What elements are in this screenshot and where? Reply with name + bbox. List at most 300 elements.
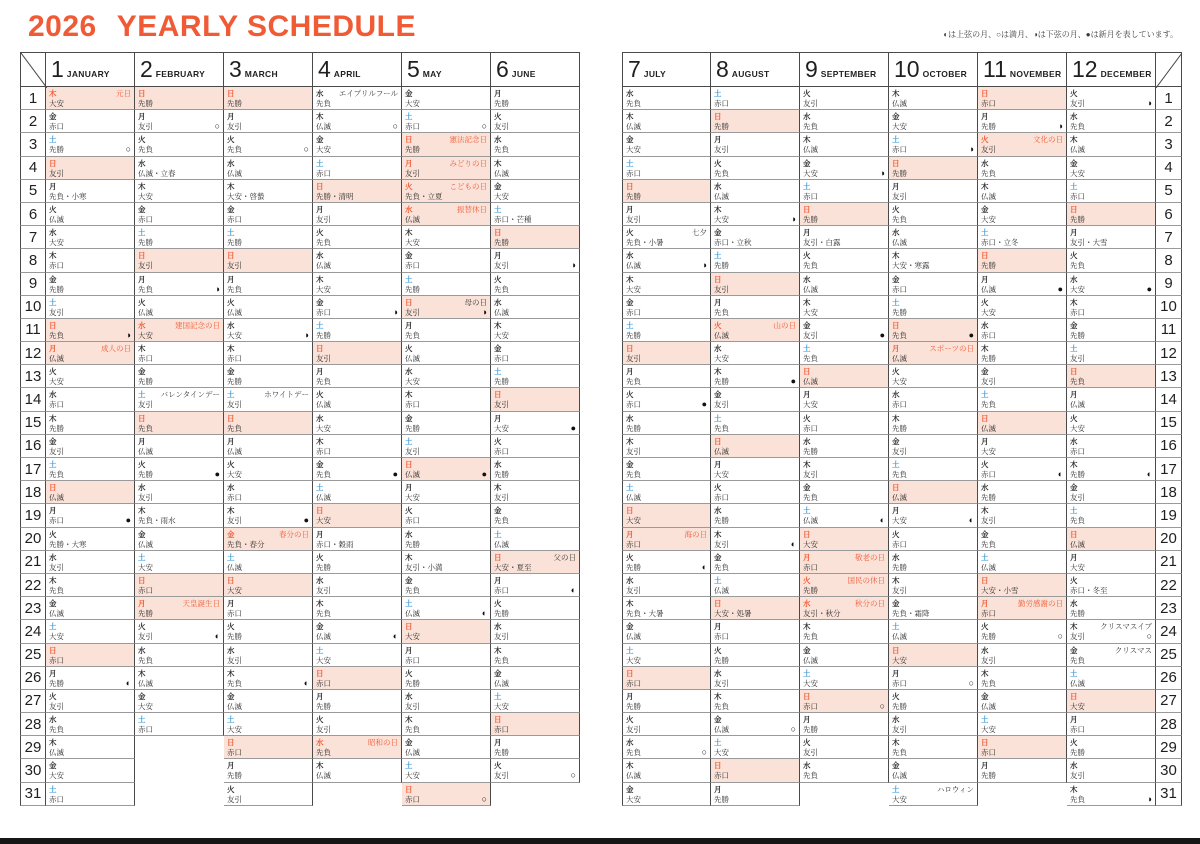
day-cell-line1 [626,437,707,447]
day-cell-line1 [405,738,487,748]
weekday-kanji: 木 [892,413,900,423]
day-cell-line2 [803,122,885,132]
weekday-kanji: 土 [714,575,722,585]
rokuyo-label: 先勝 [981,632,996,642]
weekday-kanji: 月 [316,691,324,701]
day-cell-line2 [981,400,1063,410]
rokuyo-label: 赤口 [1070,725,1085,735]
day-cell-1-6 [46,203,135,226]
day-cell-5-8 [402,249,491,272]
day-cell-9-17 [800,458,889,481]
day-cell-line2 [626,656,707,666]
rokuyo-label: 仏滅 [494,539,509,549]
weekday-kanji: 水 [714,181,722,191]
day-cell-line1 [316,298,398,308]
day-cell-line2 [227,400,309,410]
new-moon-icon: ● [392,469,398,479]
weekday-kanji: 金 [626,135,634,145]
day-cell-line2 [316,99,398,109]
rokuyo-label: 大安 [803,307,818,317]
day-cell-8-31 [711,783,800,806]
day-cell-10-7 [889,226,978,249]
day-number: 9 [20,273,46,296]
rokuyo-label: 先勝 [626,191,641,201]
rokuyo-label: 先勝 [981,354,996,364]
day-cell-12-15 [1067,412,1156,435]
rokuyo-label: 大安 [1070,284,1085,294]
day-cell-11-30 [978,759,1067,782]
day-cell-line1 [981,692,1063,702]
day-number: 24 [1156,620,1182,643]
rokuyo-label: 先勝 [1070,470,1085,479]
day-cell-line1 [49,275,131,285]
day-cell-12-30 [1067,759,1156,782]
day-cell-line2 [49,122,131,132]
rokuyo-label: 先勝・大寒 [49,539,87,549]
day-cell-line1 [892,622,974,632]
day-cell-line1 [1070,530,1152,540]
rokuyo-label: 友引 [626,354,641,364]
day-cell-line2 [405,632,487,642]
day-cell-4-12 [313,342,402,365]
weekday-kanji: 水 [138,158,146,168]
day-cell-line2 [49,192,131,202]
day-cell-11-19 [978,504,1067,527]
rokuyo-label: 赤口 [803,191,818,201]
weekday-kanji: 日 [316,181,324,191]
rokuyo-label: 赤口 [626,400,641,410]
weekday-kanji: 木 [626,436,634,446]
day-cell-line2 [981,238,1063,248]
weekday-kanji: 金 [892,436,900,446]
rokuyo-label: 先勝 [227,771,242,781]
day-cell-line1 [227,159,309,169]
rokuyo-label: 先勝 [626,701,641,711]
rokuyo-label: 大安 [405,377,420,387]
rokuyo-label: 仏滅 [405,214,420,224]
day-cell-11-20 [978,528,1067,551]
weekday-kanji: 日 [405,460,413,469]
weekday-kanji: 金 [714,228,722,238]
day-number: 14 [1156,388,1182,411]
rokuyo-label: 赤口 [494,585,509,595]
day-number: 25 [20,644,46,667]
day-cell-line2 [981,586,1063,596]
rokuyo-label: 仏滅 [626,771,641,781]
month-number: 5 [407,56,420,82]
weekday-kanji: 金 [494,344,502,354]
day-cell-line1 [714,275,796,285]
rokuyo-label: 先勝 [892,562,907,572]
rokuyo-label: 赤口 [714,493,729,503]
day-cell-line2 [227,725,309,735]
rokuyo-label: 仏滅 [227,168,242,178]
day-number: 20 [20,528,46,551]
weekday-kanji: 土 [49,622,57,632]
weekday-kanji: 土 [405,599,413,609]
holiday-label: バレンタインデー [160,390,220,400]
first-quarter-icon: ◐ [1057,469,1063,479]
weekday-kanji: 土 [1070,668,1078,678]
day-cell-line1 [981,414,1063,424]
month-header-april [313,52,402,87]
day-cell-line2 [1070,145,1152,155]
weekday-kanji: 土 [316,645,324,655]
day-cell-line1 [803,715,885,725]
day-cell-line2 [227,540,309,550]
weekday-kanji: 火 [981,460,989,469]
weekday-kanji: 水 [405,204,413,214]
day-cell-8-11 [711,319,800,342]
day-cell-line2 [714,192,796,202]
day-cell-line1 [49,135,131,145]
rokuyo-label: 先勝 [227,632,242,642]
day-cell-line2 [227,354,309,364]
rokuyo-label: 先勝 [227,99,242,108]
day-cell-8-21 [711,551,800,574]
day-cell-11-21 [978,551,1067,574]
day-cell-line2 [316,261,398,271]
weekday-kanji: 水 [405,367,413,377]
day-cell-4-18 [313,481,402,504]
rokuyo-label: 先勝 [138,238,153,248]
day-cell-line2 [626,540,707,550]
day-cell-7-20 [622,528,711,551]
day-cell-line1 [227,715,309,725]
title-text: YEARLY SCHEDULE [116,10,416,43]
day-cell-line2 [1070,540,1152,550]
rokuyo-label: 先勝 [227,238,242,248]
day-cell-8-9 [711,273,800,296]
weekday-kanji: 水 [626,89,634,98]
day-cell-2-21 [135,551,224,574]
day-cell-line1 [626,506,707,516]
day-cell-line1 [892,112,974,122]
day-cell-11-7 [978,226,1067,249]
day-cell-1-10 [46,296,135,319]
weekday-kanji: 木 [626,112,634,122]
rokuyo-label: 赤口・穀雨 [316,539,354,549]
weekday-kanji: 土 [49,460,57,469]
rokuyo-label: 先負 [316,238,331,248]
rokuyo-label: 先負 [626,748,641,758]
weekday-kanji: 月 [1070,715,1078,725]
full-moon-icon: ○ [1057,631,1063,642]
day-cell-line1 [714,506,796,516]
rokuyo-label: 赤口 [981,330,996,340]
day-cell-6-21 [491,551,580,574]
rokuyo-label: 先負 [803,122,818,132]
day-cell-8-30 [711,759,800,782]
day-number: 22 [20,574,46,597]
day-cell-1-8 [46,249,135,272]
weekday-kanji: 火 [1070,251,1078,261]
rokuyo-label: 先負 [892,470,907,479]
day-cell-line2 [803,261,885,271]
day-cell-line2 [892,215,974,225]
day-cell-12-2 [1067,110,1156,133]
day-cell-line2 [494,540,576,550]
rokuyo-label: 先勝 [1070,330,1085,340]
day-cell-2-23 [135,597,224,620]
rokuyo-label: 仏滅 [714,725,729,735]
day-number: 30 [20,759,46,782]
day-cell-9-26 [800,667,889,690]
day-cell-line2 [714,261,796,271]
day-cell-line2 [714,470,796,480]
holiday-label: こどもの日 [449,181,487,191]
day-cell-line1 [138,251,220,261]
day-cell-line1 [714,112,796,122]
day-cell-line1 [892,599,974,609]
rokuyo-label: 先負 [49,585,64,595]
day-cell-4-3 [313,133,402,156]
new-moon-icon: ● [570,422,576,433]
day-number: 12 [1156,342,1182,365]
weekday-kanji: 火 [626,390,634,400]
weekday-kanji: 日 [227,413,235,423]
day-cell-line2 [227,308,309,318]
rokuyo-label: 大安 [49,771,64,781]
rokuyo-label: 大安 [714,470,729,479]
day-cell-line1 [227,437,309,447]
day-cell-7-21 [622,551,711,574]
day-cell-9-5 [800,180,889,203]
day-cell-4-7 [313,226,402,249]
weekday-kanji: 木 [803,460,811,469]
day-cell-10-12 [889,342,978,365]
day-cell-line1 [49,553,131,563]
day-cell-line2 [892,377,974,387]
month-column-october [889,52,978,806]
last-quarter-icon: ◑ [968,144,974,155]
day-cell-line2 [803,725,885,735]
day-cell-line2 [1070,795,1152,805]
day-cell-2-3 [135,133,224,156]
weekday-kanji: 金 [49,761,57,771]
rokuyo-label: 大安 [1070,562,1085,572]
weekday-kanji: 水 [1070,274,1078,284]
diagonal-line [21,53,47,88]
day-cell-8-6 [711,203,800,226]
day-cell-line2 [981,470,1063,480]
day-cell-line1 [227,367,309,377]
rokuyo-label: 友引 [316,585,331,595]
day-cell-4-24 [313,620,402,643]
day-cell-line1 [626,414,707,424]
day-cell-line2 [316,447,398,457]
rokuyo-label: 先勝 [138,609,153,619]
rokuyo-label: 赤口 [405,261,420,271]
weekday-kanji: 日 [494,715,502,725]
day-cell-line1 [49,228,131,238]
day-cell-line2 [1070,331,1152,341]
day-cell-line1 [316,251,398,261]
weekday-kanji: 土 [714,413,722,423]
day-cell-line2 [227,516,309,526]
day-cell-12-12 [1067,342,1156,365]
day-cell-line1 [626,599,707,609]
day-cell-line1 [981,715,1063,725]
weekday-kanji: 日 [803,204,811,214]
day-cell-line1 [626,622,707,632]
month-name: OCTOBER [922,69,968,79]
rokuyo-label: 仏滅 [892,632,907,642]
rokuyo-label: 先負 [49,330,64,340]
day-cell-line2 [316,400,398,410]
day-cell-line1 [714,622,796,632]
rokuyo-label: 先勝 [316,562,331,572]
rokuyo-label: 大安 [892,377,907,387]
day-cell-line1 [227,275,309,285]
rokuyo-label: 仏滅 [892,99,907,108]
rokuyo-label: 友引 [405,168,420,178]
weekday-kanji: 日 [49,158,57,168]
day-cell-line1 [138,622,220,632]
day-cell-4-8 [313,249,402,272]
day-cell-line1 [49,506,131,516]
weekday-kanji: 月 [803,552,811,562]
full-moon-icon: ○ [214,121,220,132]
weekday-kanji: 土 [892,784,900,794]
weekday-kanji: 金 [1070,320,1078,330]
day-cell-line2 [981,308,1063,318]
day-cell-line1 [981,251,1063,261]
day-cell-line1 [981,460,1063,470]
month-number: 7 [628,56,641,82]
rokuyo-label: 大安 [626,145,641,155]
rokuyo-label: 赤口 [892,145,907,155]
day-cell-2-6 [135,203,224,226]
rokuyo-label: 仏滅 [49,609,64,619]
day-cell-line1 [714,669,796,679]
day-cell-line1 [494,530,576,540]
day-cell-line1 [803,576,885,586]
day-cell-line1 [892,483,974,493]
day-cell-8-23 [711,597,800,620]
rokuyo-label: 大安 [494,423,509,433]
weekday-kanji: 火 [227,297,235,307]
weekday-kanji: 日 [138,575,146,585]
weekday-kanji: 水 [626,251,634,261]
weekday-kanji: 金 [316,297,324,307]
day-cell-5-10 [402,296,491,319]
rokuyo-label: 友引 [1070,493,1085,503]
day-cell-5-26 [402,667,491,690]
day-cell-1-21 [46,551,135,574]
day-number: 2 [1156,110,1182,133]
rokuyo-label: 先勝・清明 [316,191,354,201]
weekday-kanji: 水 [714,506,722,516]
day-cell-5-27 [402,690,491,713]
day-cell-line1 [494,89,576,99]
weekday-kanji: 金 [981,204,989,214]
day-cell-line1 [1070,251,1152,261]
day-cell-line1 [714,761,796,771]
day-cell-line2 [892,563,974,573]
weekday-kanji: 水 [626,738,634,748]
day-cell-1-18 [46,481,135,504]
day-cell-line1 [803,761,885,771]
holiday-label: 成人の日 [101,344,131,354]
rokuyo-label: 友引 [494,261,509,271]
day-cell-4-21 [313,551,402,574]
rokuyo-label: 大安 [49,99,64,108]
rokuyo-label: 先負 [714,307,729,317]
day-cell-line2 [49,702,131,712]
day-number-column-right [1156,52,1182,806]
day-cell-line1 [892,785,974,795]
day-cell-line2 [1070,771,1152,781]
first-quarter-icon: ◐ [879,515,885,526]
day-cell-line2 [714,145,796,155]
rokuyo-label: 仏滅 [49,214,64,224]
weekday-kanji: 火 [1070,413,1078,423]
weekday-kanji: 木 [227,506,235,516]
rokuyo-label: 先負 [494,145,509,155]
moon-legend: ◐は上弦の月、○は満月、◑は下弦の月、●は新月を表しています。 [943,30,1178,39]
day-number: 12 [20,342,46,365]
weekday-kanji: 土 [494,691,502,701]
day-cell-line2 [803,377,885,387]
day-cell-6-8 [491,249,580,272]
day-cell-line2 [1070,679,1152,689]
day-cell-line1 [316,159,398,169]
weekday-kanji: 月 [49,668,57,678]
day-cell-line1 [892,669,974,679]
day-cell-line1 [714,599,796,609]
day-cell-line1 [138,112,220,122]
weekday-kanji: 日 [981,251,989,261]
day-cell-line1 [981,89,1063,99]
rokuyo-label: 大安 [138,701,153,711]
day-cell-line2 [714,771,796,781]
page-left [20,52,580,806]
day-cell-3-31 [224,783,313,806]
day-cell-line1 [49,622,131,632]
day-cell-12-6 [1067,203,1156,226]
day-cell-line2 [981,215,1063,225]
day-cell-line2 [714,516,796,526]
day-cell-line2 [714,285,796,295]
day-cell-line2 [981,725,1063,735]
rokuyo-label: 大安 [227,585,242,595]
day-cell-line1 [626,669,707,679]
month-column-may [402,52,491,806]
day-cell-line1 [316,321,398,331]
weekday-kanji: 日 [981,575,989,585]
day-cell-4-19 [313,504,402,527]
day-cell-line1 [803,275,885,285]
day-cell-line1 [494,715,576,725]
day-cell-line2 [626,145,707,155]
day-cell-line2 [316,331,398,341]
day-cell-9-28 [800,713,889,736]
day-cell-7-22 [622,574,711,597]
weekday-kanji: 月 [227,599,235,609]
day-cell-line1 [803,344,885,354]
day-cell-line2 [316,516,398,526]
day-cell-line1 [49,599,131,609]
weekday-kanji: 月 [316,204,324,214]
day-cell-10-21 [889,551,978,574]
weekday-kanji: 日 [227,251,235,261]
day-cell-line2 [494,99,576,109]
weekday-kanji: 日 [227,738,235,748]
rokuyo-label: 友引 [892,191,907,201]
day-cell-line1 [1070,483,1152,493]
weekday-kanji: 月 [892,181,900,191]
